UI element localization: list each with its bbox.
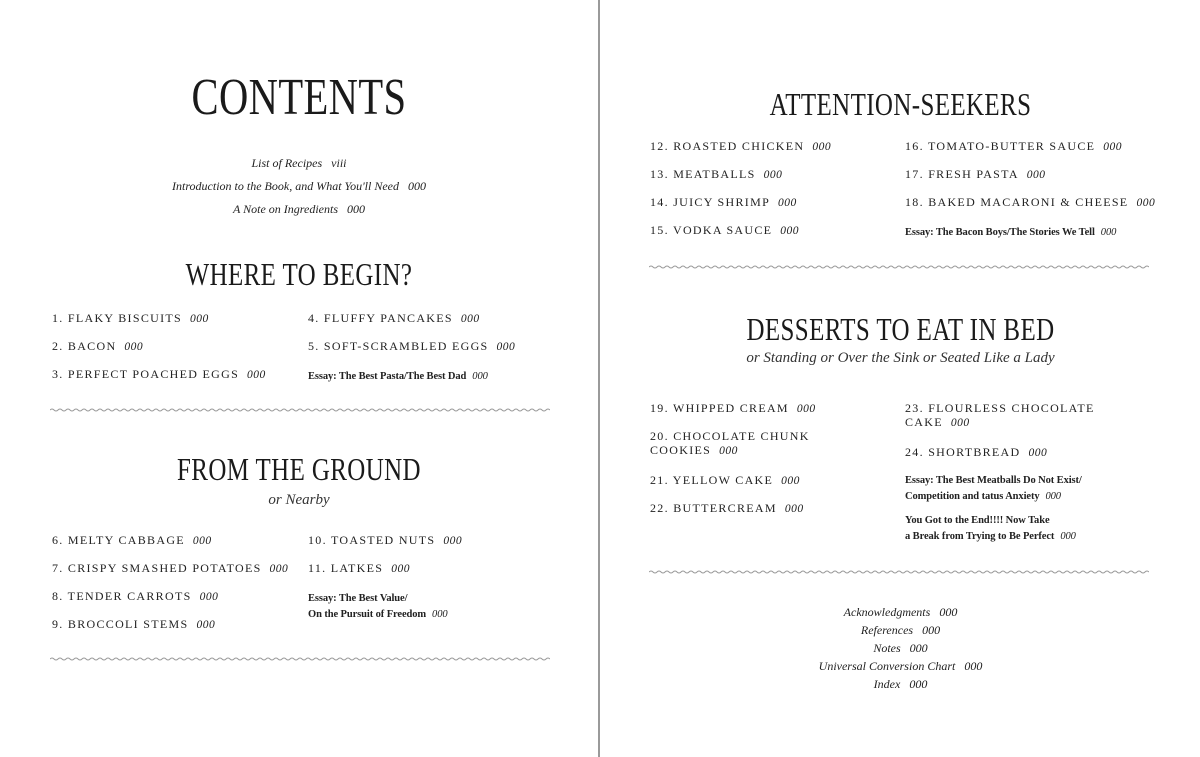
section-title-where-to-begin: WHERE TO BEGIN? [185,256,413,292]
recipe-entry[interactable]: 9. BROCCOLI STEMS 000 [52,617,216,631]
wavy-divider-line [649,264,1149,270]
wavy-divider-line [649,569,1149,575]
recipe-entry[interactable]: 6. MELTY CABBAGE 000 [52,533,212,547]
essay-entry[interactable]: Essay: The Best Value/ On the Pursuit of Freedom 000 [308,593,448,620]
from-the-ground-column-1 [52,533,307,645]
back-matter-list [601,603,1200,693]
recipe-entry[interactable]: 3. PERFECT POACHED EGGS 000 [52,367,266,381]
attention-seekers-column-2 [905,139,1190,241]
essay-entry[interactable]: You Got to the End!!!! Now Take a Break from Trying to Be Perfect 000 [905,515,1076,542]
wavy-divider-line [50,656,550,662]
section-title-from-the-ground: FROM THE GROUND [177,451,421,487]
where-to-begin-column-2 [308,311,568,385]
recipe-entry[interactable]: 20. CHOCOLATE CHUNK COOKIES 000 [650,429,810,457]
front-matter-item[interactable]: List of Recipes viii [251,156,347,170]
book-gutter [598,0,600,757]
section-title-attention-seekers: ATTENTION-SEEKERS [769,86,1032,122]
front-matter-list [0,152,598,221]
section-divider [50,407,550,413]
essay-entry[interactable]: Essay: The Best Pasta/The Best Dad 000 [308,371,488,382]
recipe-entry[interactable]: 23. FLOURLESS CHOCOLATE CAKE 000 [905,401,1095,429]
recipe-entry[interactable]: 15. VODKA SAUCE 000 [650,223,800,237]
back-matter-item[interactable]: References 000 [860,623,941,637]
attention-seekers-column-1 [650,139,900,251]
section-divider [649,264,1149,270]
section-divider [649,569,1149,575]
recipe-entry[interactable]: 18. BAKED MACARONI & CHEESE 000 [905,195,1156,209]
back-matter-item[interactable]: Acknowledgments 000 [843,605,958,619]
recipe-entry[interactable]: 13. MEATBALLS 000 [650,167,783,181]
back-matter-item[interactable]: Index 000 [873,677,928,691]
contents-title: CONTENTS [191,69,407,126]
recipe-entry[interactable]: 7. CRISPY SMASHED POTATOES 000 [52,561,289,575]
recipe-entry[interactable]: 24. SHORTBREAD 000 [905,445,1048,459]
wavy-divider-line [50,407,550,413]
left-page [0,0,598,757]
essay-entry[interactable]: Essay: The Bacon Boys/The Stories We Tell 000 [905,227,1117,238]
recipe-entry[interactable]: 19. WHIPPED CREAM 000 [650,401,816,415]
recipe-entry[interactable]: 10. TOASTED NUTS 000 [308,533,463,547]
back-matter-item[interactable]: Universal Conversion Chart 000 [818,659,983,673]
recipe-entry[interactable]: 1. FLAKY BISCUITS 000 [52,311,209,325]
back-matter-item[interactable]: Notes 000 [873,641,928,655]
desserts-column-2 [905,401,1190,545]
recipe-entry[interactable]: 22. BUTTERCREAM 000 [650,501,804,515]
section-title-desserts: DESSERTS TO EAT IN BED [746,311,1055,347]
section-divider [50,656,550,662]
essay-entry[interactable]: Essay: The Best Meatballs Do Not Exist/ Competition and tatus Anxiety 000 [905,475,1082,502]
recipe-entry[interactable]: 21. YELLOW CAKE 000 [650,473,800,487]
recipe-entry[interactable]: 16. TOMATO-BUTTER SAUCE 000 [905,139,1122,153]
section-subtitle: or Standing or Over the Sink or Seated Like a Lady [746,350,1055,366]
section-subtitle: or Nearby [268,492,330,508]
front-matter-item[interactable]: A Note on Ingredients 000 [233,202,365,216]
recipe-entry[interactable]: 5. SOFT-SCRAMBLED EGGS 000 [308,339,516,353]
right-page [601,0,1200,757]
recipe-entry[interactable]: 4. FLUFFY PANCAKES 000 [308,311,480,325]
recipe-entry[interactable]: 11. LATKES 000 [308,561,410,575]
from-the-ground-column-2 [308,533,568,623]
recipe-entry[interactable]: 14. JUICY SHRIMP 000 [650,195,797,209]
recipe-entry[interactable]: 17. FRESH PASTA 000 [905,167,1046,181]
front-matter-item[interactable]: Introduction to the Book, and What You'll Need 000 [172,179,426,193]
recipe-entry[interactable]: 12. ROASTED CHICKEN 000 [650,139,832,153]
where-to-begin-column-1 [52,311,302,395]
recipe-entry[interactable]: 8. TENDER CARROTS 000 [52,589,219,603]
recipe-entry[interactable]: 2. BACON 000 [52,339,144,353]
desserts-column-1 [650,401,900,529]
